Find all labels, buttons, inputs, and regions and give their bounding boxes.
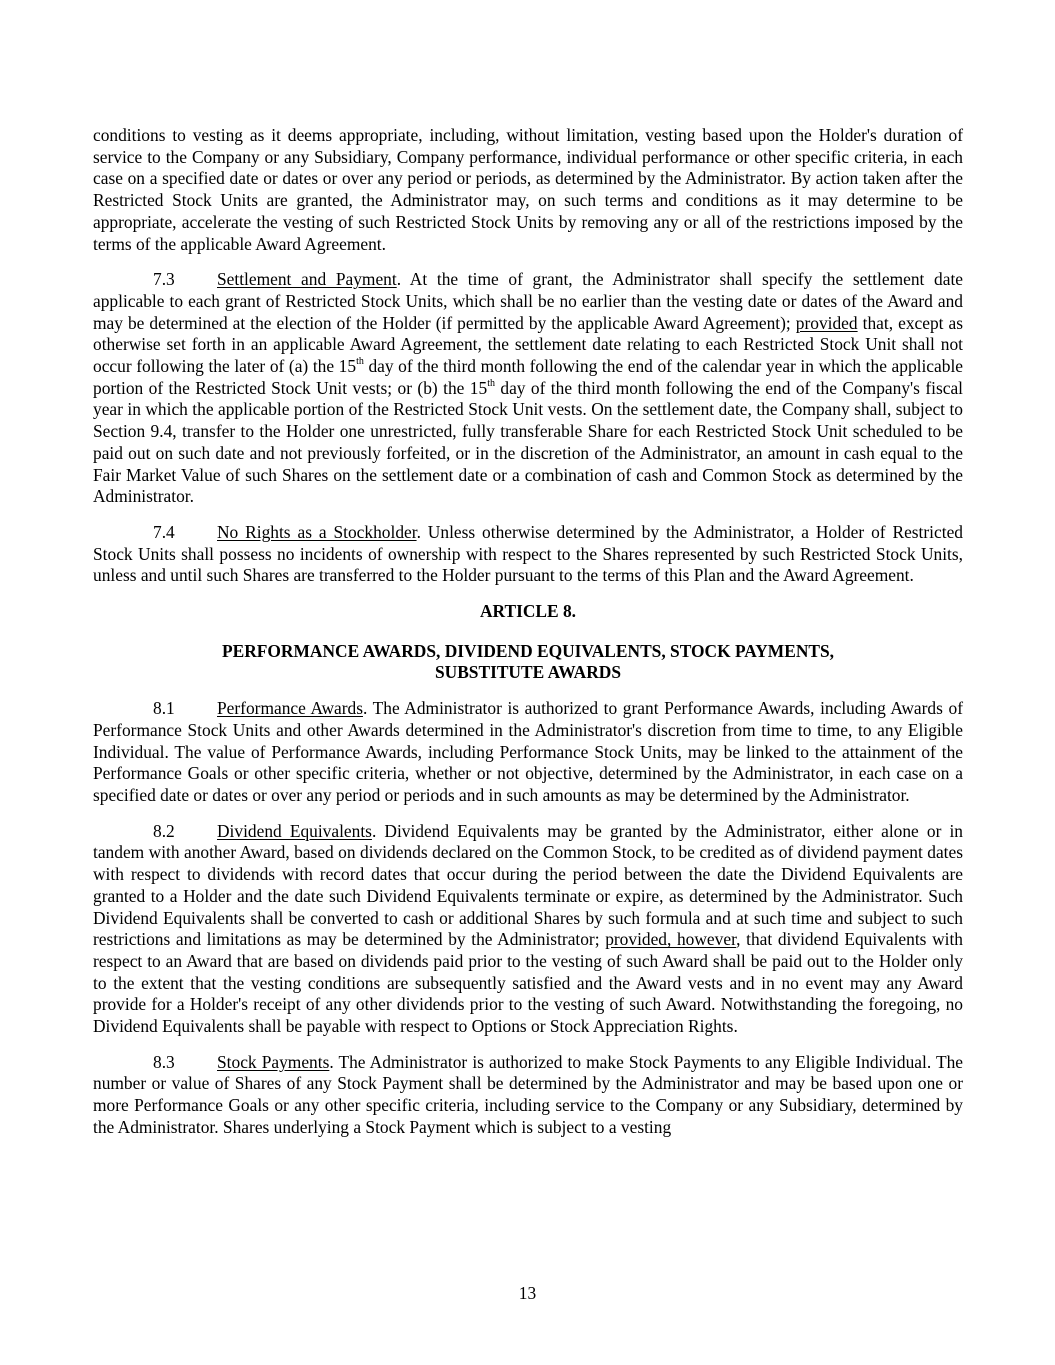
section-text: . At the time of grant, the Administrator shall specify the settlement date applicable to each grant of Restricted Stock Units, which shall be no earlier than the vesting date or dates of the Award and may be determined at the election of the Holder (if permitted by the applicable Award Agreement); [93, 269, 963, 333]
article-heading: ARTICLE 8. [479, 601, 577, 622]
section-8-1 [93, 698, 963, 807]
section-title: Dividend Equivalents [217, 820, 372, 841]
section-text: day of the third month following the end of the calendar year in which the applicable portion of the Restricted Stock Unit vests; or (b) the 15 [93, 356, 963, 398]
section-number: 7.3 [153, 269, 175, 290]
section-number: 8.3 [153, 1051, 175, 1072]
ordinal-superscript: th [487, 377, 495, 389]
provided-term: provided [795, 312, 858, 333]
section-8-2 [93, 821, 963, 1038]
paragraph-continued: conditions to vesting as it deems appropriate, including, without limitation, vesting based upon the Holder's duration of service to the Company or any Subsidiary, Company performance, individual performance or other specific criteria, in each case on a specified date or dates or over any period or periods, as determined by the Administrator. By action taken after the Restricted Stock Units are granted, the Administrator may, on such terms and conditions as it may determine to be appropriate, accelerate the vesting of such Restricted Stock Units by removing any or all of the restrictions imposed by the terms of the applicable Award Agreement. [93, 125, 963, 254]
section-number: 7.4 [153, 521, 175, 542]
section-title: Performance Awards [217, 698, 363, 719]
section-7-4 [93, 522, 963, 587]
article-subheading [93, 641, 963, 684]
section-text: . The Administrator is authorized to make Stock Payments to any Eligible Individual. The number or value of Shares of any Stock Payment shall be determined by the Administrator and may be based upon one or more Performance Goals or any other specific criteria, including service to the Company or any Subsidiary, determined by the Administrator. Shares underlying a Stock Payment which is subject to a vesting [93, 1051, 963, 1137]
section-number: 8.2 [153, 820, 175, 841]
section-title: No Rights as a Stockholder [217, 521, 417, 542]
section-text: . Unless otherwise determined by the Administrator, a Holder of Restricted Stock Units shall possess no incidents of ownership with respect to the Shares represented by such Restricted Stock Units, unless and until such Shares are transferred to the Holder pursuant to the terms of this Plan and the Award Agreement. [93, 521, 963, 586]
section-text: , that dividend Equivalents with respect to an Award that are based on dividends paid prior to the vesting of such Award shall be paid out to the Holder only to the extent that the vesting conditions are subsequently satisfied and the Award vests and in no event may any Award provide for a Holder's receipt of any other dividends prior to the vesting of such Award. Notwithstanding the foregoing, no Dividend Equivalents shall be payable with respect to Options or Stock Appreciation Rights. [93, 929, 963, 1037]
document-body [93, 125, 963, 1153]
section-7-3 [93, 269, 963, 508]
section-text: . The Administrator is authorized to grant Performance Awards, including Awards of Performance Stock Units and other Awards determined in the Administrator's discretion from time to time, to any Eligible Individual. The value of Performance Awards, including Performance Stock Units, may be linked to the attainment of the Performance Goals or other specific criteria, whether or not objective, determined by the Administrator, in each case on a specified date or dates or over any period or periods and in such amounts as may be determined by the Administrator. [93, 698, 963, 805]
section-text: day of the third month following the end of the Company's fiscal year in which the applicable portion of the Restricted Stock Unit vests. On the settlement date, the Company shall, subject to Section 9.4, transfer to the Holder one unrestricted, fully transferable Share for each Restricted Stock Unit scheduled to be paid out on such date and not previously forfeited, or in the discretion of the Administrator, an amount in cash equal to the Fair Market Value of such Shares on the settlement date or a combination of cash and Common Stock as determined by the Administrator. [93, 377, 963, 507]
section-8-3 [93, 1052, 963, 1139]
section-title: Settlement and Payment [217, 269, 397, 290]
section-title: Stock Payments [217, 1051, 330, 1072]
provided-term: provided, however [605, 929, 737, 950]
article-subheading-line: PERFORMANCE AWARDS, DIVIDEND EQUIVALENTS, STOCK PAYMENTS, [222, 640, 834, 661]
section-text: that, except as otherwise set forth in an applicable Award Agreement, the settlement date relating to each Restricted Stock Unit shall not occur following the later of (a) the 15 [93, 312, 963, 377]
section-number: 8.1 [153, 698, 175, 719]
section-text: . Dividend Equivalents may be granted by the Administrator, either alone or in tandem with another Award, based on dividends declared on the Common Stock, to be credited as of dividend payment dates with respect to dividends with record dates that occur during the period between the date the Dividend Equivalents are granted to a Holder and the date such Dividend Equivalents terminate or expire, as determined by the Administrator. Such Dividend Equivalents shall be converted to cash or additional Shares by such formula and at such time and subject to such restrictions and limitations as may be determined by the Administrator; [93, 820, 963, 950]
ordinal-superscript: th [356, 356, 364, 368]
article-subheading-line: SUBSTITUTE AWARDS [434, 662, 622, 683]
page-number: 13 [518, 1283, 537, 1303]
